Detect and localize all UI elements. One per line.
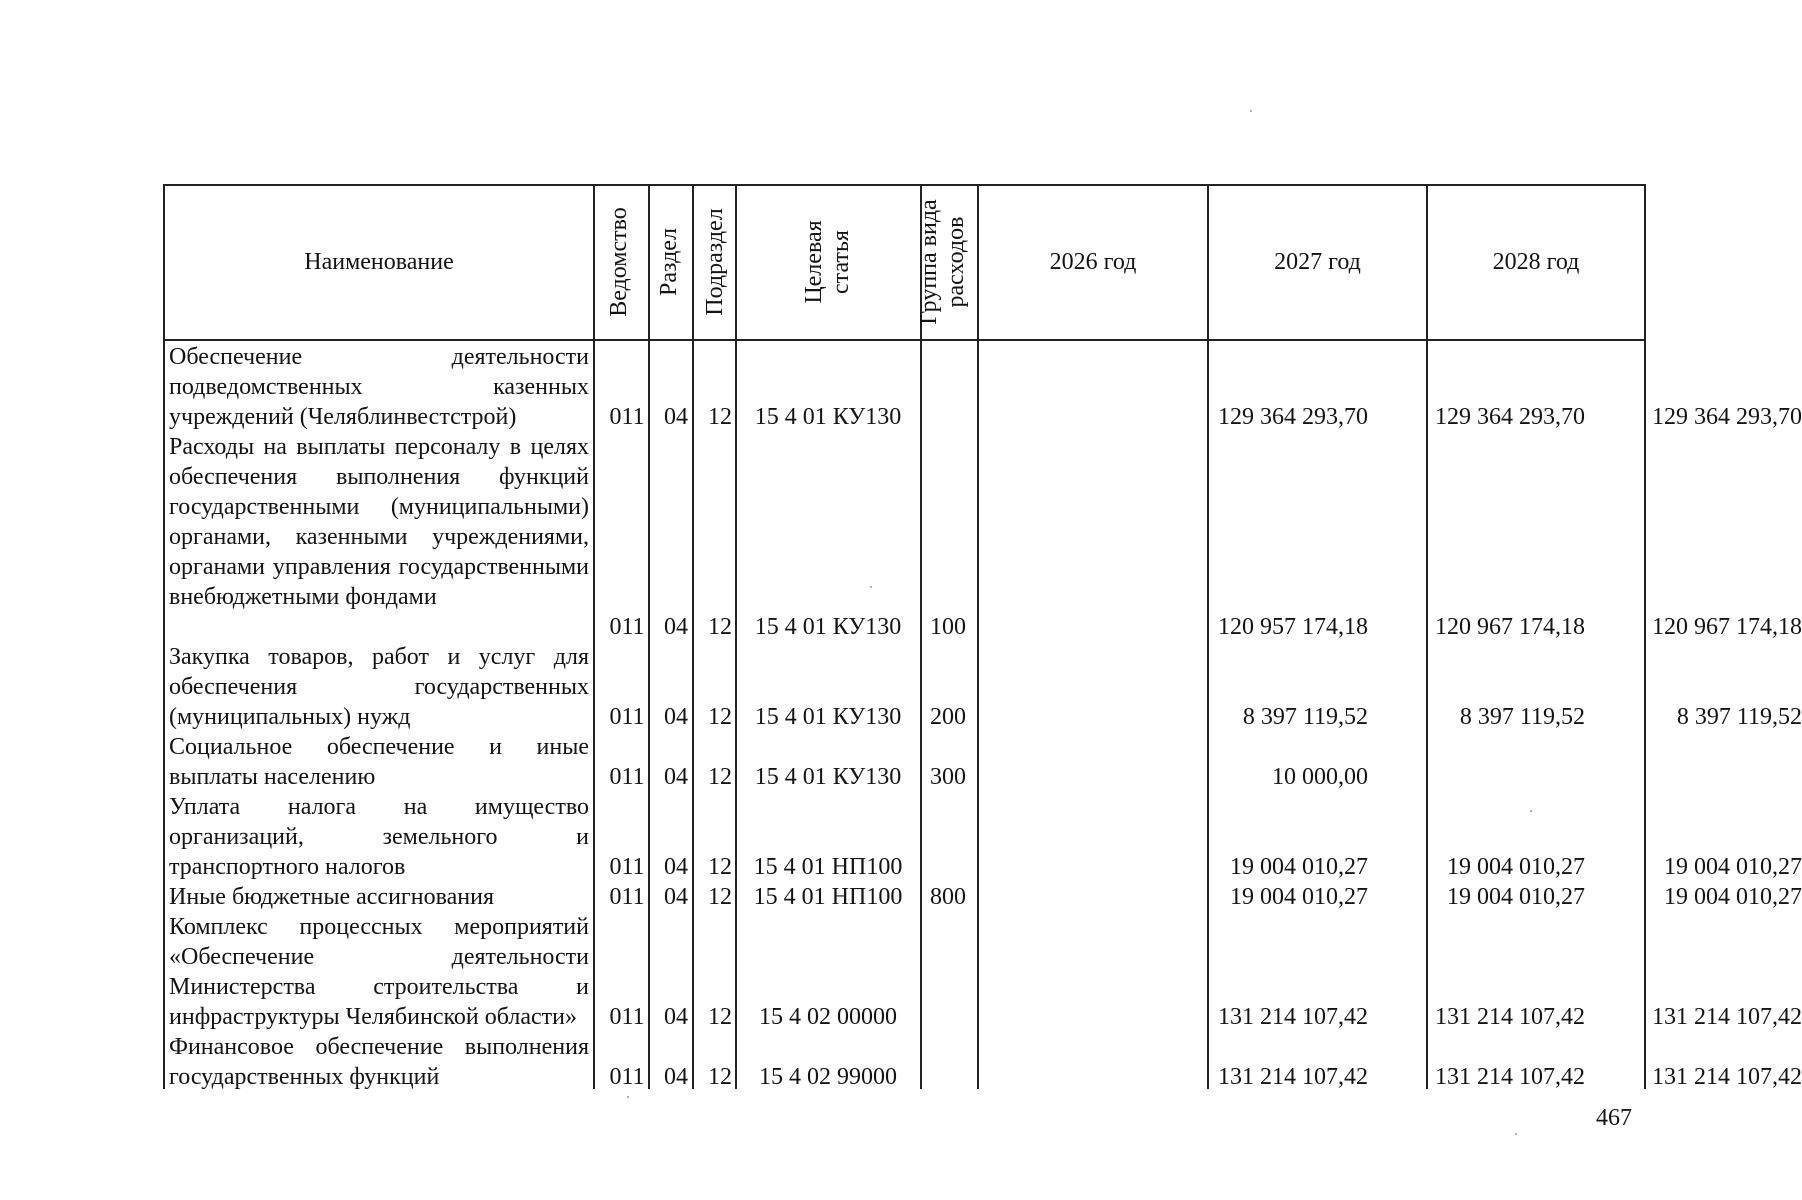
page-number: 467 bbox=[1596, 1105, 1632, 1131]
header-gruppa-vida-rashodov bbox=[916, 187, 970, 337]
row-vedomstvo: 011 bbox=[609, 614, 645, 640]
row-razdel: 04 bbox=[664, 854, 688, 880]
row-vedomstvo: 011 bbox=[609, 854, 645, 880]
row-2027: 19 004 010,27 bbox=[1447, 854, 1585, 880]
row-vedomstvo: 011 bbox=[609, 764, 645, 790]
row-vedomstvo: 011 bbox=[609, 704, 645, 730]
row-razdel: 04 bbox=[664, 614, 688, 640]
row-gruppa: 300 bbox=[930, 764, 966, 790]
row-podrazdel: 12 bbox=[708, 884, 732, 910]
row-2026: 129 364 293,70 bbox=[1218, 404, 1368, 430]
row-razdel: 04 bbox=[664, 404, 688, 430]
row-razdel: 04 bbox=[664, 704, 688, 730]
row-podrazdel: 12 bbox=[708, 614, 732, 640]
row-2027: 131 214 107,42 bbox=[1435, 1004, 1585, 1030]
row-2028: 120 967 174,18 bbox=[1652, 614, 1802, 640]
row-gruppa: 200 bbox=[930, 704, 966, 730]
row-gruppa: 100 bbox=[930, 614, 966, 640]
row-celevaya: 15 4 01 КУ130 bbox=[754, 764, 902, 790]
row-name: Иные бюджетные ассигнования bbox=[169, 884, 494, 910]
col-divider bbox=[593, 184, 595, 1089]
row-2026: 19 004 010,27 bbox=[1230, 854, 1368, 880]
col-divider bbox=[163, 184, 165, 1089]
row-celevaya: 15 4 01 КУ130 bbox=[754, 704, 902, 730]
row-2027: 19 004 010,27 bbox=[1447, 884, 1585, 910]
row-name: Закупка товаров, работ и услуг для обеспечения государственных (муниципальных) нужд bbox=[169, 644, 589, 730]
header-celevaya-statya bbox=[801, 187, 855, 337]
header-year-2027: 2027 год bbox=[1274, 249, 1361, 275]
row-2026: 120 957 174,18 bbox=[1218, 614, 1368, 640]
row-podrazdel: 12 bbox=[708, 704, 732, 730]
row-2028: 131 214 107,42 bbox=[1652, 1004, 1802, 1030]
row-name: Обеспечение деятельности подведомственных казенных учреждений (Челяблинвестстрой) bbox=[169, 344, 589, 430]
row-name: Расходы на выплаты персоналу в целях обеспечения выполнения функций государственными (муниципальными) органами, казенными учреждениями, органами управления государственными внебюджетными фондами bbox=[169, 434, 589, 610]
scan-speck bbox=[1515, 1133, 1517, 1135]
scan-speck bbox=[870, 586, 872, 588]
row-2028: 131 214 107,42 bbox=[1652, 1064, 1802, 1090]
row-name: Социальное обеспечение и иные выплаты населению bbox=[169, 734, 589, 790]
scan-speck bbox=[1530, 810, 1532, 812]
row-podrazdel: 12 bbox=[708, 854, 732, 880]
row-2026: 131 214 107,42 bbox=[1218, 1004, 1368, 1030]
row-2027: 8 397 119,52 bbox=[1459, 704, 1585, 730]
row-2028: 19 004 010,27 bbox=[1664, 854, 1802, 880]
header-podrazdel: Подраздел bbox=[702, 208, 728, 316]
header-gruppa-line1: Группа вида bbox=[916, 199, 942, 325]
scan-speck bbox=[627, 1096, 629, 1098]
row-razdel: 04 bbox=[664, 1064, 688, 1090]
row-celevaya: 15 4 02 99000 bbox=[759, 1064, 897, 1090]
row-celevaya: 15 4 01 НП100 bbox=[753, 854, 903, 880]
row-vedomstvo: 011 bbox=[609, 1004, 645, 1030]
row-vedomstvo: 011 bbox=[609, 884, 645, 910]
header-name: Наименование bbox=[304, 249, 454, 275]
row-2026: 8 397 119,52 bbox=[1242, 704, 1368, 730]
row-name: Комплекс процессных мероприятий «Обеспечение деятельности Министерства строительства и инфраструктуры Челябинской области» bbox=[169, 914, 589, 1030]
row-name: Уплата налога на имущество организаций, земельного и транспортного налогов bbox=[169, 794, 589, 880]
row-2026: 19 004 010,27 bbox=[1230, 884, 1368, 910]
row-2028: 19 004 010,27 bbox=[1664, 884, 1802, 910]
row-name: Финансовое обеспечение выполнения государственных функций bbox=[169, 1034, 589, 1090]
row-celevaya: 15 4 01 НП100 bbox=[753, 884, 903, 910]
header-year-2026: 2026 год bbox=[1049, 249, 1137, 275]
scan-speck bbox=[1250, 110, 1252, 112]
header-year-2028: 2028 год bbox=[1492, 249, 1580, 275]
header-celevaya-line1: Целевая bbox=[801, 220, 827, 304]
col-divider bbox=[977, 184, 979, 1089]
row-podrazdel: 12 bbox=[708, 1004, 732, 1030]
header-razdel: Раздел bbox=[656, 228, 682, 296]
row-celevaya: 15 4 01 КУ130 bbox=[754, 404, 902, 430]
row-2027: 131 214 107,42 bbox=[1435, 1064, 1585, 1090]
row-2028: 8 397 119,52 bbox=[1676, 704, 1802, 730]
row-podrazdel: 12 bbox=[708, 764, 732, 790]
header-vedomstvo: Ведомство bbox=[606, 207, 632, 317]
row-gruppa: 800 bbox=[930, 884, 966, 910]
row-2026: 131 214 107,42 bbox=[1218, 1064, 1368, 1090]
row-vedomstvo: 011 bbox=[609, 404, 645, 430]
header-celevaya-line2: статья bbox=[828, 230, 854, 294]
row-podrazdel: 12 bbox=[708, 404, 732, 430]
row-celevaya: 15 4 01 КУ130 bbox=[754, 614, 902, 640]
header-gruppa-line2: расходов bbox=[943, 216, 969, 308]
row-razdel: 04 bbox=[664, 1004, 688, 1030]
row-razdel: 04 bbox=[664, 884, 688, 910]
row-podrazdel: 12 bbox=[708, 1064, 732, 1090]
row-razdel: 04 bbox=[664, 764, 688, 790]
row-2027: 120 967 174,18 bbox=[1435, 614, 1585, 640]
row-2028: 129 364 293,70 bbox=[1652, 404, 1802, 430]
row-celevaya: 15 4 02 00000 bbox=[759, 1004, 897, 1030]
row-2026: 10 000,00 bbox=[1272, 764, 1368, 790]
row-2027: 129 364 293,70 bbox=[1435, 404, 1585, 430]
row-vedomstvo: 011 bbox=[609, 1064, 645, 1090]
